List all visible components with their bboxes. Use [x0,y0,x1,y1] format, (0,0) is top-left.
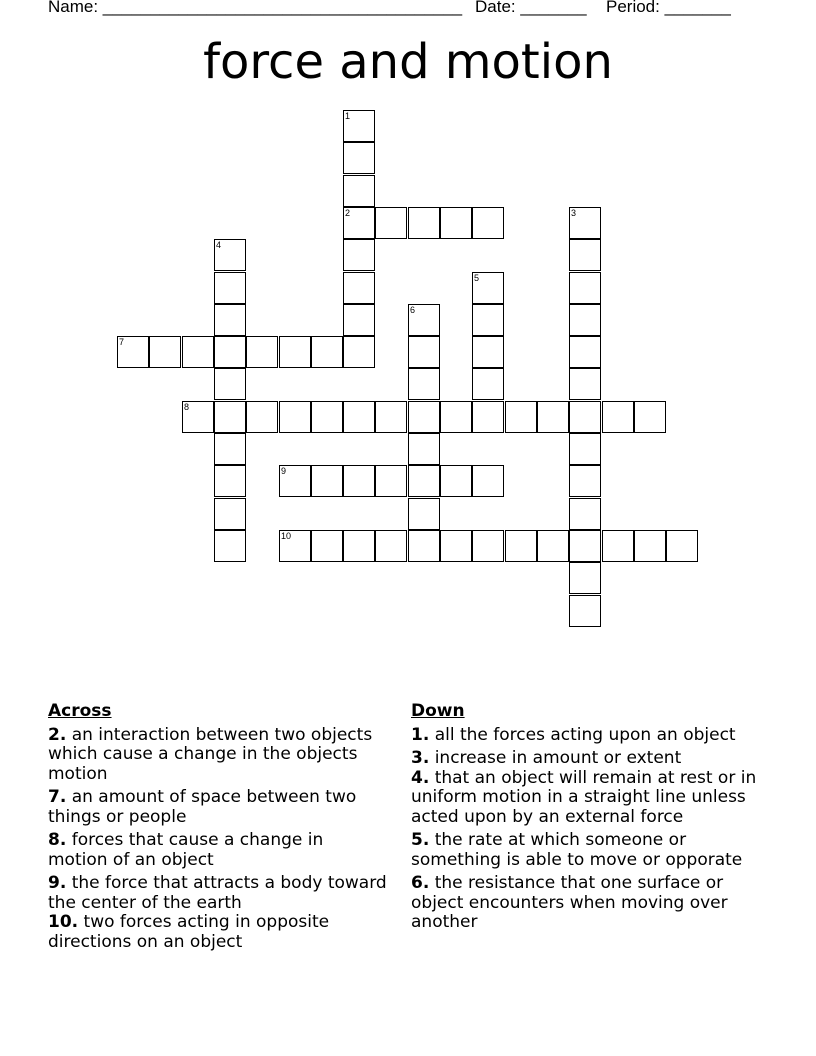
crossword-cell[interactable] [246,336,278,368]
down-clue [411,874,771,933]
crossword-cell[interactable] [408,498,440,530]
crossword-cell[interactable] [182,336,214,368]
clue-text: forces that cause a change in motion of an object [48,830,324,870]
crossword-cell[interactable] [311,530,343,562]
clue-number: 3. [411,748,430,768]
clue-text: an amount of space between two things or people [48,787,357,827]
crossword-cell[interactable] [602,530,634,562]
crossword-cell[interactable] [214,465,246,497]
crossword-cell[interactable] [214,530,246,562]
clue-number: 4. [411,767,430,788]
crossword-cell[interactable] [440,530,472,562]
crossword-cell[interactable] [569,562,601,594]
crossword-cell[interactable] [634,530,666,562]
crossword-cell[interactable] [505,530,537,562]
across-clue [48,874,388,913]
clue-number-label: 1 [345,111,351,121]
crossword-cell[interactable] [505,401,537,433]
across-clue [48,788,388,827]
across-clues [48,702,388,956]
clue-number-label: 4 [216,240,222,250]
crossword-cell[interactable] [214,239,246,271]
crossword-cell[interactable] [602,401,634,433]
crossword-cell[interactable] [472,304,504,336]
clue-number-label: 10 [281,531,292,541]
crossword-cell[interactable] [569,207,601,239]
crossword-cell[interactable] [375,401,407,433]
crossword-cell[interactable] [440,465,472,497]
crossword-cell[interactable] [472,336,504,368]
down-clue [411,769,771,828]
crossword-cell[interactable] [537,401,569,433]
crossword-cell[interactable] [343,207,375,239]
crossword-cell[interactable] [149,336,181,368]
crossword-cell[interactable] [569,401,601,433]
crossword-cell[interactable] [375,465,407,497]
crossword-cell[interactable] [214,304,246,336]
crossword-cell[interactable] [279,336,311,368]
clue-text: the resistance that one surface or object encounters when moving over another [411,873,728,932]
crossword-cell[interactable] [343,336,375,368]
crossword-cell[interactable] [311,401,343,433]
crossword-cell[interactable] [569,336,601,368]
clue-number: 9. [48,873,67,893]
crossword-cell[interactable] [182,401,214,433]
down-clue [411,726,771,746]
crossword-cell[interactable] [569,304,601,336]
clue-text: two forces acting in opposite directions on an object [48,912,330,952]
clue-number: 6. [411,873,430,893]
clue-number: 7. [48,787,67,807]
period-field[interactable]: Period: _______ [606,0,731,16]
crossword-cell[interactable] [408,465,440,497]
crossword-cell[interactable] [343,110,375,142]
down-clue [411,749,771,769]
clue-text: all the forces acting upon an object [434,724,736,745]
crossword-cell[interactable] [279,465,311,497]
crossword-cell[interactable] [569,239,601,271]
clue-number-label: 2 [345,208,351,218]
crossword-cell[interactable] [214,433,246,465]
crossword-cell[interactable] [408,336,440,368]
clue-text: the force that attracts a body toward the center of the earth [48,873,387,913]
crossword-cell[interactable] [343,465,375,497]
clue-text: that an object will remain at rest or in uniform motion in a straight line unless acted upon by an external force [411,767,757,827]
crossword-cell[interactable] [343,272,375,304]
clue-text: increase in amount or extent [434,748,682,768]
crossword-cell[interactable] [569,498,601,530]
across-clue [48,913,388,952]
clue-number-label: 9 [281,466,287,476]
crossword-cell[interactable] [440,401,472,433]
crossword-cell[interactable] [472,530,504,562]
clue-number-label: 7 [119,337,125,347]
crossword-cell[interactable] [375,207,407,239]
down-heading: Down [411,701,465,721]
crossword-cell[interactable] [569,465,601,497]
clue-number-label: 3 [571,208,577,218]
clue-number: 5. [411,830,430,850]
crossword-cell[interactable] [472,465,504,497]
crossword-cell[interactable] [343,401,375,433]
crossword-cell[interactable] [440,207,472,239]
crossword-cell[interactable] [569,272,601,304]
crossword-cell[interactable] [472,368,504,400]
clue-text: the rate at which someone or something is able to move or opporate [411,830,743,870]
crossword-cell[interactable] [246,401,278,433]
crossword-cell[interactable] [408,207,440,239]
name-field[interactable]: Name: ______________________________________ [48,0,463,16]
crossword-cell[interactable] [311,336,343,368]
clue-number: 8. [48,830,67,850]
crossword-cell[interactable] [408,304,440,336]
crossword-cell[interactable] [343,530,375,562]
crossword-cell[interactable] [343,175,375,207]
crossword-cell[interactable] [472,272,504,304]
clue-text: an interaction between two objects which cause a change in the objects motion [48,724,373,784]
across-clue [48,726,388,785]
crossword-cell[interactable] [117,336,149,368]
crossword-cell[interactable] [279,401,311,433]
crossword-cell[interactable] [569,595,601,627]
clue-number: 10. [48,912,79,932]
down-clue [411,831,771,870]
down-clues [411,702,771,937]
clue-number: 2. [48,724,67,745]
crossword-cell[interactable] [408,401,440,433]
crossword-cell[interactable] [569,530,601,562]
crossword-cell[interactable] [472,207,504,239]
across-clue [48,831,388,870]
clue-number-label: 6 [410,305,416,315]
crossword-cell[interactable] [472,401,504,433]
crossword-cell[interactable] [279,530,311,562]
crossword-cell[interactable] [408,433,440,465]
crossword-cell[interactable] [311,465,343,497]
crossword-cell[interactable] [408,368,440,400]
clue-number-label: 8 [184,402,190,412]
crossword-cell[interactable] [569,433,601,465]
crossword-cell[interactable] [408,530,440,562]
crossword-cell[interactable] [634,401,666,433]
crossword-cell[interactable] [343,239,375,271]
crossword-cell[interactable] [569,368,601,400]
across-heading: Across [48,701,112,721]
date-field[interactable]: Date: _______ [475,0,587,16]
crossword-cell[interactable] [214,336,246,368]
crossword-cell[interactable] [214,498,246,530]
crossword-cell[interactable] [666,530,698,562]
crossword-cell[interactable] [214,401,246,433]
clue-number-label: 5 [474,273,480,283]
crossword-cell[interactable] [343,142,375,174]
page-title: force and motion [203,34,613,90]
crossword-cell[interactable] [375,530,407,562]
crossword-cell[interactable] [343,304,375,336]
crossword-cell[interactable] [214,272,246,304]
crossword-cell[interactable] [537,530,569,562]
clue-number: 1. [411,724,430,745]
crossword-cell[interactable] [214,368,246,400]
